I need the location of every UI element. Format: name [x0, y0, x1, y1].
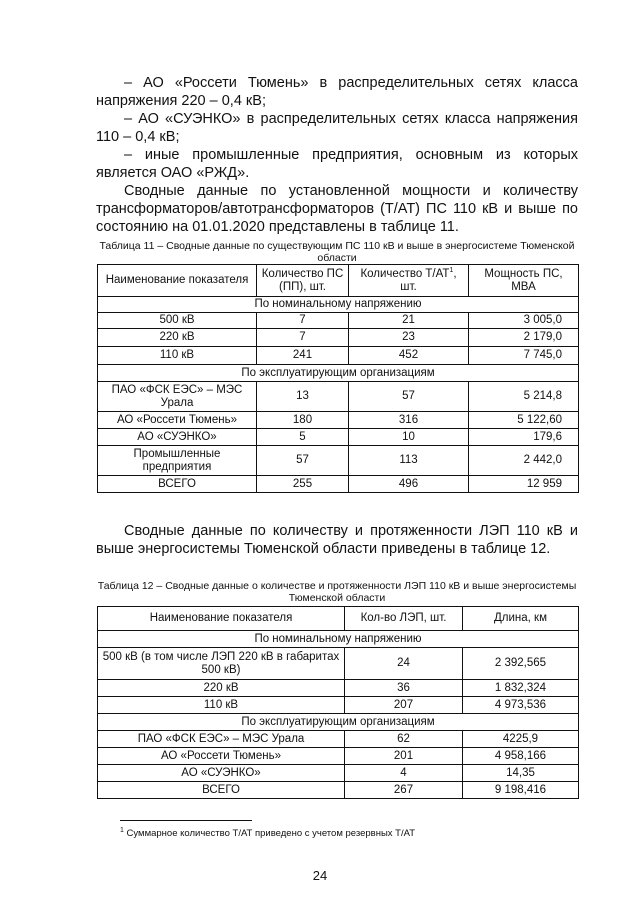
table-row: [98, 731, 579, 748]
table-cell: 180: [257, 412, 349, 429]
table-cell: ВСЕГО: [98, 782, 345, 799]
table12: [97, 606, 579, 799]
table-cell: 5 122,60: [469, 412, 579, 429]
table-cell: 220 кВ: [98, 329, 257, 347]
table-header-cell: Количество ПС (ПП), шт.: [257, 265, 349, 297]
table-cell: 57: [349, 382, 469, 412]
footnote-mark: 1: [120, 826, 124, 834]
table-row-total: [98, 782, 579, 799]
table11-caption: Таблица 11 – Сводные данные по существующим ПС 110 кВ и выше в энергосистеме Тюменской области: [99, 240, 575, 264]
table-cell: 2 442,0: [469, 446, 579, 476]
table-cell: 110 кВ: [98, 347, 257, 365]
table-row: [98, 680, 579, 697]
table-cell: 23: [349, 329, 469, 347]
table-cell: 24: [345, 648, 463, 680]
footnote: [120, 828, 415, 839]
header-text: Количество Т/АТ: [360, 267, 450, 280]
table-cell: 207: [345, 697, 463, 714]
table-cell: 10: [349, 429, 469, 446]
table-cell: 36: [345, 680, 463, 697]
table-header-cell: Кол-во ЛЭП, шт.: [345, 607, 463, 631]
table-cell: 220 кВ: [98, 680, 345, 697]
table-cell: ПАО «ФСК ЕЭС» – МЭС Урала: [98, 382, 257, 412]
table-row: [98, 648, 579, 680]
table-cell: 201: [345, 748, 463, 765]
table-cell: 7: [257, 329, 349, 347]
table-cell: 4: [345, 765, 463, 782]
table-section-header: По номинальному напряжению: [98, 631, 579, 648]
table-cell: 255: [257, 476, 349, 493]
table-header-row: [98, 265, 579, 297]
table-cell: 241: [257, 347, 349, 365]
table-row: [98, 329, 579, 347]
table-header-cell: Наименование показателя: [98, 607, 345, 631]
table-cell: 9 198,416: [463, 782, 579, 799]
footnote-ref: 1: [449, 266, 454, 274]
table-header-row: [98, 607, 579, 631]
table-cell: 179,6: [469, 429, 579, 446]
table-cell: 113: [349, 446, 469, 476]
table-cell: 14,35: [463, 765, 579, 782]
table-cell: 21: [349, 313, 469, 329]
table-cell: Промышленные предприятия: [98, 446, 257, 476]
table-row: [98, 765, 579, 782]
table-row: [98, 313, 579, 329]
table-cell: 7: [257, 313, 349, 329]
table-cell: 5: [257, 429, 349, 446]
table-cell: 3 005,0: [469, 313, 579, 329]
footnote-separator: [120, 820, 252, 821]
table-cell: 500 кВ: [98, 313, 257, 329]
table12-caption: Таблица 12 – Сводные данные о количестве и протяженности ЛЭП 110 кВ и выше энергосистемы Тюменской области: [97, 580, 577, 604]
footnote-text: Суммарное количество Т/АТ приведено с учетом резервных Т/АТ: [123, 828, 416, 839]
table-cell: ПАО «ФСК ЕЭС» – МЭС Урала: [98, 731, 345, 748]
table-cell: 316: [349, 412, 469, 429]
paragraph-lines-intro: Сводные данные по количеству и протяженности ЛЭП 110 кВ и выше энергосистемы Тюменской области приведены в таблице 12.: [96, 523, 578, 557]
table-cell: 496: [349, 476, 469, 493]
table-cell: 4225,9: [463, 731, 579, 748]
table11: [97, 264, 579, 493]
header-text: , шт.: [400, 267, 457, 293]
table-row: [98, 429, 579, 446]
table-cell: 5 214,8: [469, 382, 579, 412]
table-section-header: По эксплуатирующим организациям: [98, 365, 579, 382]
table-row: [98, 382, 579, 412]
table-header-cell: [349, 265, 469, 297]
table-cell: ВСЕГО: [98, 476, 257, 493]
table-header-cell: Длина, км: [463, 607, 579, 631]
list-item-suenko: – АО «СУЭНКО» в распределительных сетях класса напряжения 110 – 0,4 кВ;: [96, 111, 578, 145]
table-cell: 2 392,565: [463, 648, 579, 680]
table-cell: 267: [345, 782, 463, 799]
table-cell: 62: [345, 731, 463, 748]
table-row: [98, 446, 579, 476]
table-row: [98, 748, 579, 765]
paragraph-substations-intro: Сводные данные по установленной мощности и количеству трансформаторов/автотрансформаторов (Т/АТ) ПС 110 кВ и выше по состоянию на 01.01.2020 представлены в таблице 11.: [96, 183, 578, 235]
table-row: [98, 697, 579, 714]
table-section-header: По эксплуатирующим организациям: [98, 714, 579, 731]
list-item-rosseti: – АО «Россети Тюмень» в распределительных сетях класса напряжения 220 – 0,4 кВ;: [96, 75, 578, 109]
page-number: 24: [312, 868, 328, 883]
table-cell: 110 кВ: [98, 697, 345, 714]
table-row-total: [98, 476, 579, 493]
table-header-cell: Наименование показателя: [98, 265, 257, 297]
list-item-industrial: – иные промышленные предприятия, основным из которых является ОАО «РЖД».: [96, 147, 578, 181]
table-cell: АО «СУЭНКО»: [98, 765, 345, 782]
table-cell: 500 кВ (в том числе ЛЭП 220 кВ в габаритах 500 кВ): [98, 648, 345, 680]
table-cell: 4 958,166: [463, 748, 579, 765]
table-row: [98, 347, 579, 365]
table-cell: 1 832,324: [463, 680, 579, 697]
table-cell: АО «СУЭНКО»: [98, 429, 257, 446]
table-cell: 2 179,0: [469, 329, 579, 347]
table-cell: АО «Россети Тюмень»: [98, 748, 345, 765]
table-row: [98, 412, 579, 429]
table-cell: 13: [257, 382, 349, 412]
table-section-header: По номинальному напряжению: [98, 297, 579, 313]
table-cell: 57: [257, 446, 349, 476]
table-cell: 7 745,0: [469, 347, 579, 365]
table-cell: АО «Россети Тюмень»: [98, 412, 257, 429]
table-header-cell: Мощность ПС, МВА: [469, 265, 579, 297]
table-cell: 452: [349, 347, 469, 365]
table-cell: 12 959: [469, 476, 579, 493]
table-cell: 4 973,536: [463, 697, 579, 714]
